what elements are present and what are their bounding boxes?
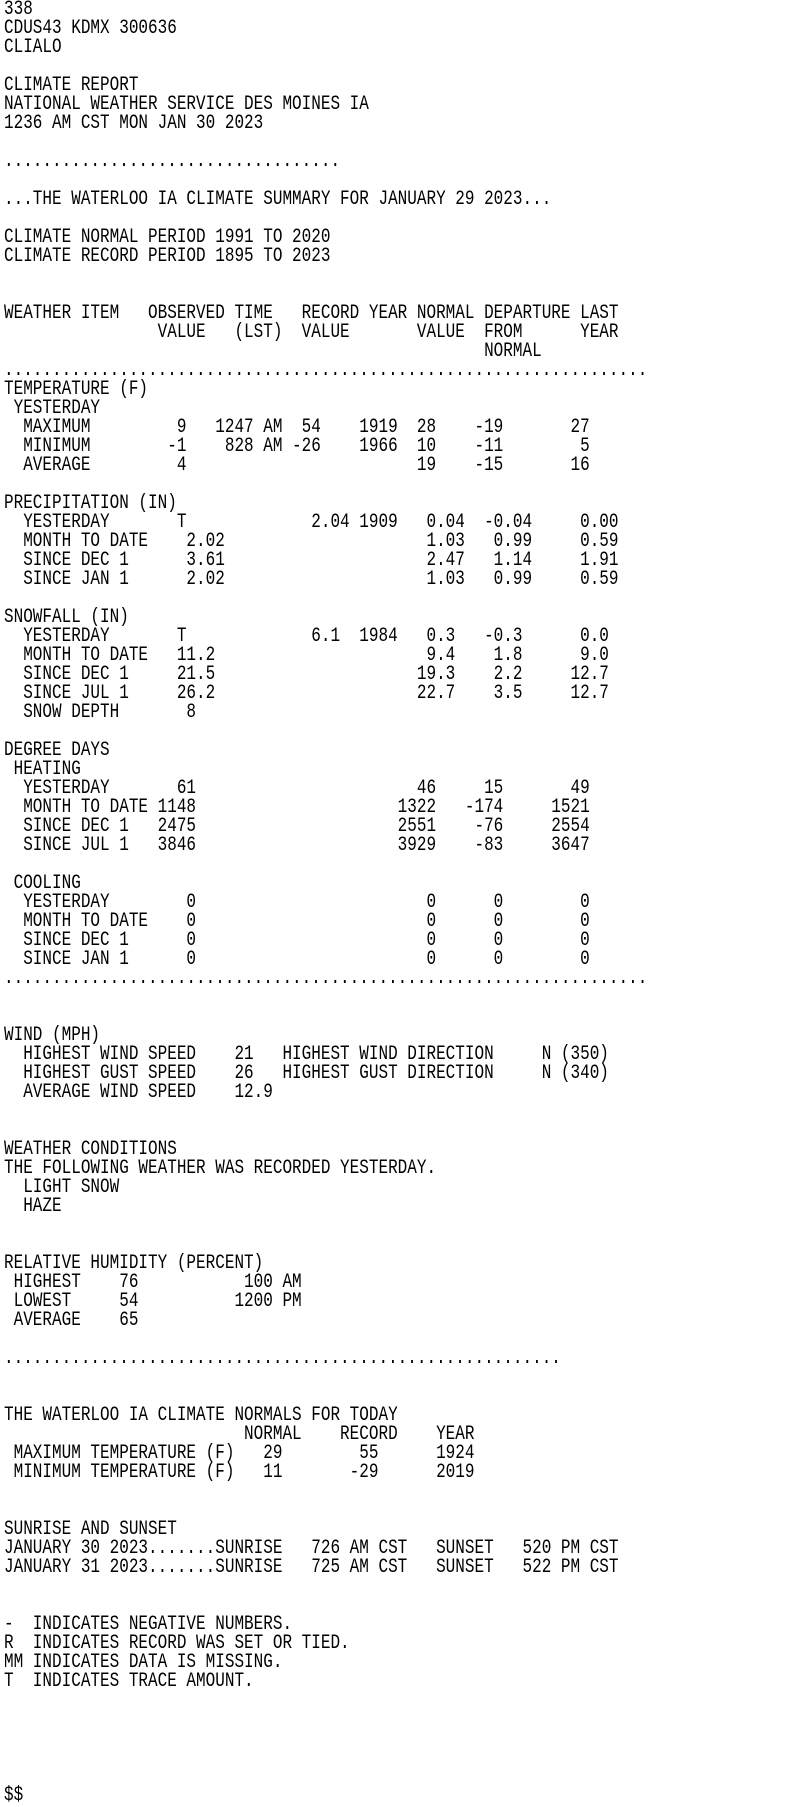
report-line: ................................................................... [4,359,648,382]
report-line [4,1102,648,1121]
report-line: ...THE WATERLOO IA CLIMATE SUMMARY FOR JANUARY 29 2023... [4,188,552,211]
report-line: SINCE JUL 1 26.2 22.7 3.5 12.7 [4,682,609,705]
report-line: HIGHEST GUST SPEED 26 HIGHEST GUST DIRECTION N (340) [4,1062,609,1085]
report-line: HAZE [4,1195,62,1218]
report-line [4,1482,648,1501]
report-line: AVERAGE 4 19 -15 16 [4,454,590,477]
report-line [4,1368,648,1387]
report-line: $$ [4,1784,24,1807]
report-line [4,1691,648,1710]
report-line [4,988,648,1007]
report-line: ................................................................... [4,967,648,990]
report-line: LOWEST 54 1200 PM [4,1290,302,1313]
report-line: MINIMUM TEMPERATURE (F) 11 -29 2019 [4,1461,475,1484]
report-line: NORMAL [4,340,542,363]
report-line: T INDICATES TRACE AMOUNT. [4,1670,254,1693]
report-line: SNOW DEPTH 8 [4,701,197,724]
report-line: SINCE DEC 1 21.5 19.3 2.2 12.7 [4,663,609,686]
report-line [4,266,648,285]
report-line: SINCE DEC 1 3.61 2.47 1.14 1.91 [4,549,619,572]
report-line [4,1710,648,1729]
report-line [4,855,648,874]
report-line: THE WATERLOO IA CLIMATE NORMALS FOR TODAY [4,1404,398,1427]
report-line: SNOWFALL (IN) [4,606,129,629]
report-line: ................................... [4,150,341,173]
report-line: YESTERDAY 61 46 15 49 [4,777,590,800]
report-line: MINIMUM -1 828 AM -26 1966 10 -11 5 [4,435,590,458]
report-line: WIND (MPH) [4,1024,101,1047]
report-line: LIGHT SNOW [4,1176,120,1199]
report-line: CDUS43 KDMX 300636 [4,17,177,40]
report-line: JANUARY 30 2023.......SUNRISE 726 AM CST SUNSET 520 PM CST [4,1537,619,1560]
report-line: DEGREE DAYS [4,739,110,762]
report-line: CLIMATE RECORD PERIOD 1895 TO 2023 [4,245,331,268]
report-line [4,1729,648,1748]
report-line: SINCE JAN 1 2.02 1.03 0.99 0.59 [4,568,619,591]
report-line: WEATHER ITEM OBSERVED TIME RECORD YEAR NORMAL DEPARTURE LAST [4,302,619,325]
report-line [4,1748,648,1767]
report-line: MONTH TO DATE 1148 1322 -174 1521 [4,796,590,819]
report-line: TEMPERATURE (F) [4,378,149,401]
report-line: YESTERDAY T 2.04 1909 0.04 -0.04 0.00 [4,511,619,534]
report-line [4,1577,648,1596]
report-line: VALUE (LST) VALUE VALUE FROM YEAR [4,321,619,344]
report-line: YESTERDAY T 6.1 1984 0.3 -0.3 0.0 [4,625,609,648]
report-line: PRECIPITATION (IN) [4,492,177,515]
report-line: SINCE JAN 1 0 0 0 0 [4,948,590,971]
report-line: THE FOLLOWING WEATHER WAS RECORDED YESTERDAY. [4,1157,437,1180]
report-line: CLIMATE REPORT [4,74,139,97]
report-line: MONTH TO DATE 2.02 1.03 0.99 0.59 [4,530,619,553]
report-line: MONTH TO DATE 0 0 0 0 [4,910,590,933]
report-line: SINCE DEC 1 2475 2551 -76 2554 [4,815,590,838]
report-line: NORMAL RECORD YEAR [4,1423,475,1446]
report-line: CLIALO [4,36,62,59]
report-line [4,1216,648,1235]
report-line: AVERAGE 65 [4,1309,139,1332]
report-line: JANUARY 31 2023.......SUNRISE 725 AM CST SUNSET 522 PM CST [4,1556,619,1579]
report-line: .......................................................... [4,1347,561,1370]
report-line: HIGHEST WIND SPEED 21 HIGHEST WIND DIRECTION N (350) [4,1043,609,1066]
report-line [4,1767,648,1786]
report-line: MM INDICATES DATA IS MISSING. [4,1651,283,1674]
report-line: COOLING [4,872,81,895]
report-line: - INDICATES NEGATIVE NUMBERS. [4,1613,293,1636]
report-line: RELATIVE HUMIDITY (PERCENT) [4,1252,264,1275]
report-line: YESTERDAY 0 0 0 0 [4,891,590,914]
report-line: CLIMATE NORMAL PERIOD 1991 TO 2020 [4,226,331,249]
report-line [4,1007,648,1026]
report-line: YESTERDAY [4,397,101,420]
report-line: AVERAGE WIND SPEED 12.9 [4,1081,273,1104]
report-line: SUNRISE AND SUNSET [4,1518,177,1541]
report-line: MAXIMUM TEMPERATURE (F) 29 55 1924 [4,1442,475,1465]
report-line: MAXIMUM 9 1247 AM 54 1919 28 -19 27 [4,416,590,439]
report-line: 338 [4,0,33,21]
report-line: SINCE DEC 1 0 0 0 0 [4,929,590,952]
report-line: NATIONAL WEATHER SERVICE DES MOINES IA [4,93,369,116]
report-line: HIGHEST 76 100 AM [4,1271,302,1294]
report-line: SINCE JUL 1 3846 3929 -83 3647 [4,834,590,857]
report-line: WEATHER CONDITIONS [4,1138,177,1161]
report-line: HEATING [4,758,81,781]
report-line: 1236 AM CST MON JAN 30 2023 [4,112,264,135]
report-line: R INDICATES RECORD WAS SET OR TIED. [4,1632,350,1655]
report-line: MONTH TO DATE 11.2 9.4 1.8 9.0 [4,644,609,667]
